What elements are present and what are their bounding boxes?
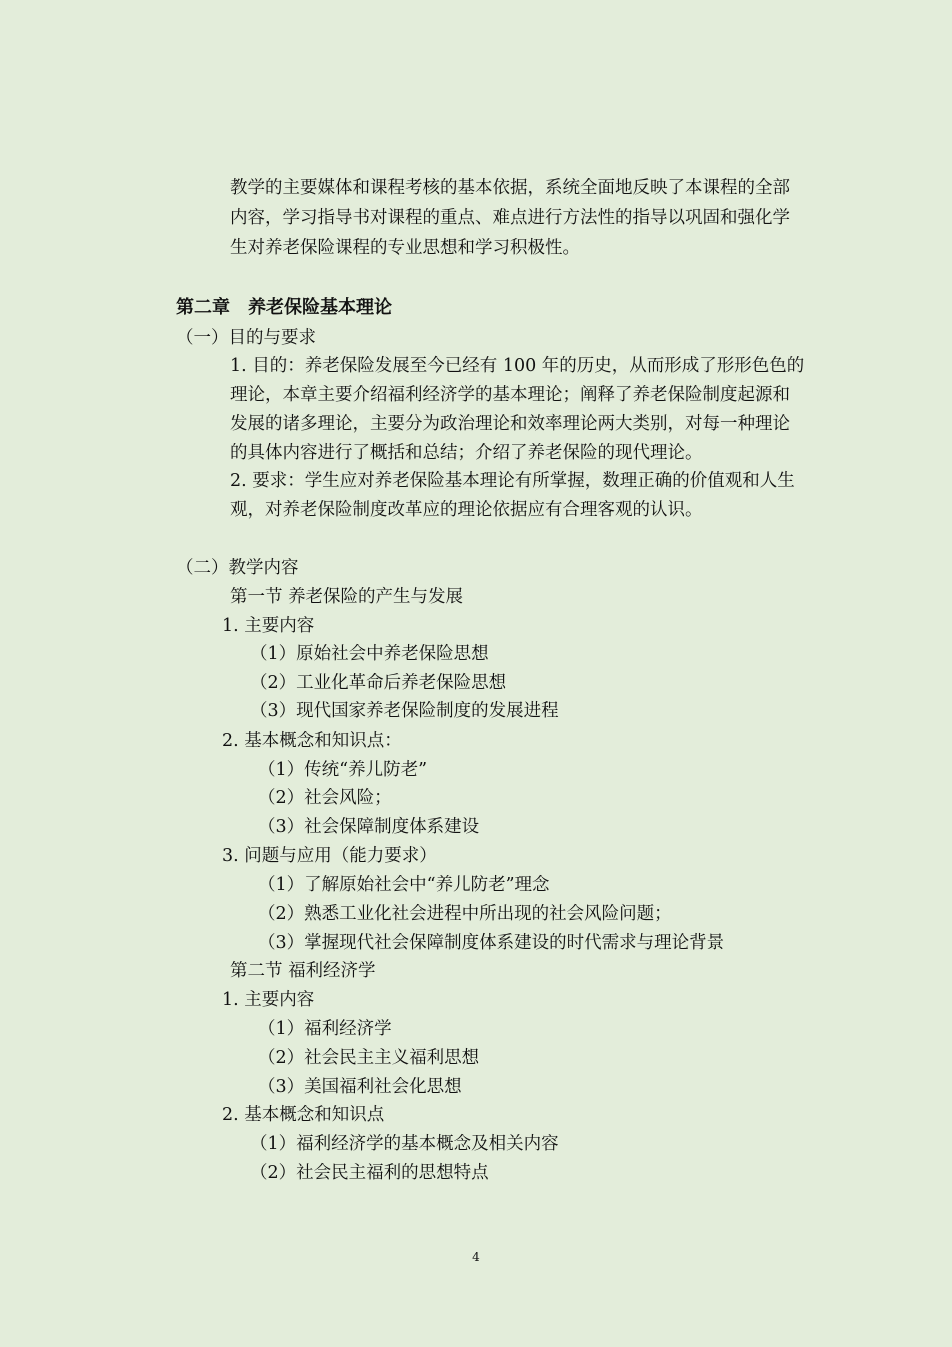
list-item: 1. 主要内容: [222, 616, 315, 636]
intro-line: 教学的主要媒体和课程考核的基本依据，系统全面地反映了本课程的全部: [230, 178, 790, 198]
list-item: （2）社会民主主义福利思想: [258, 1048, 480, 1068]
intro-line: 生对养老保险课程的专业思想和学习积极性。: [230, 238, 580, 258]
list-item: 3. 问题与应用（能力要求）: [222, 846, 437, 866]
list-item: （3）社会保障制度体系建设: [258, 817, 480, 837]
list-item: （1）了解原始社会中“养儿防老”理念: [258, 875, 550, 895]
list-item: （3）美国福利社会化思想: [258, 1077, 462, 1097]
list-item: （1）原始社会中养老保险思想: [250, 644, 489, 664]
part2-heading: （二）教学内容: [176, 558, 299, 578]
chapter-title: 第二章 养老保险基本理论: [176, 297, 392, 318]
part1-heading: （一）目的与要求: [176, 328, 316, 348]
list-item: 2. 基本概念和知识点：: [222, 731, 402, 751]
requirement-line: 观，对养老保险制度改革应的理论依据应有合理客观的认识。: [230, 500, 703, 520]
list-item: （2）熟悉工业化社会进程中所出现的社会风险问题；: [258, 904, 672, 924]
list-item: （1）福利经济学的基本概念及相关内容: [250, 1134, 559, 1154]
section-title: 第一节 养老保险的产生与发展: [230, 587, 464, 607]
purpose-line: 理论，本章主要介绍福利经济学的基本理论；阐释了养老保险制度起源和: [230, 385, 790, 405]
requirement-line: 2. 要求：学生应对养老保险基本理论有所掌握，数理正确的价值观和人生: [230, 471, 795, 491]
section-title: 第二节 福利经济学: [230, 961, 376, 981]
list-item: （2）社会风险；: [258, 788, 392, 808]
intro-line: 内容，学习指导书对课程的重点、难点进行方法性的指导以巩固和强化学: [230, 208, 790, 228]
list-item: （2）社会民主福利的思想特点: [250, 1163, 489, 1183]
page-number: 4: [472, 1250, 480, 1264]
list-item: （3）现代国家养老保险制度的发展进程: [250, 701, 559, 721]
list-item: 1. 主要内容: [222, 990, 315, 1010]
list-item: 2. 基本概念和知识点: [222, 1105, 385, 1125]
list-item: （2）工业化革命后养老保险思想: [250, 673, 507, 693]
purpose-line: 发展的诸多理论，主要分为政治理论和效率理论两大类别，对每一种理论: [230, 414, 790, 434]
purpose-line: 的具体内容进行了概括和总结；介绍了养老保险的现代理论。: [230, 443, 703, 463]
list-item: （3）掌握现代社会保障制度体系建设的时代需求与理论背景: [258, 933, 725, 953]
list-item: （1）传统“养儿防老”: [258, 760, 428, 780]
purpose-line: 1. 目的：养老保险发展至今已经有 100 年的历史，从而形成了形形色色的: [230, 356, 805, 376]
list-item: （1）福利经济学: [258, 1019, 392, 1039]
